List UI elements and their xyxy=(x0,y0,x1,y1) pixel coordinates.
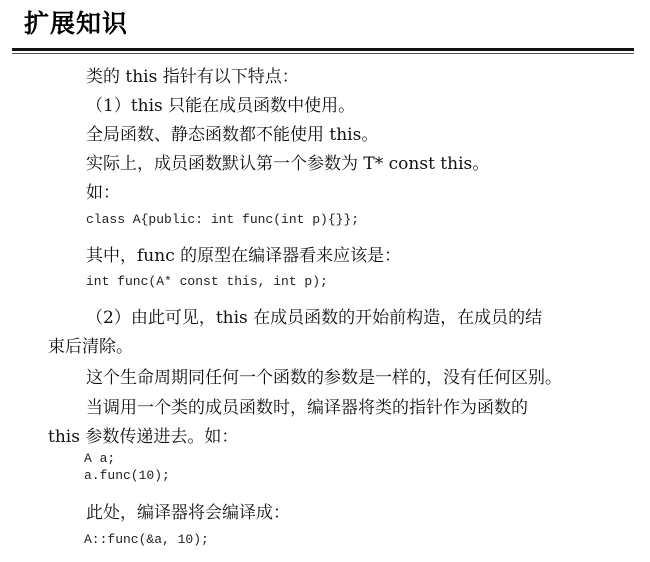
text-line: 此处，编译器将会编译成： xyxy=(86,503,290,523)
text-line: （2）由此可见，this 在成员函数的开始前构造，在成员的结 xyxy=(86,308,543,328)
code-line: int func(A* const this, int p); xyxy=(86,274,328,289)
code-line: class A{public: int func(int p){}}; xyxy=(86,212,360,227)
text-line: 如： xyxy=(86,183,120,203)
section-heading: 扩展知识 xyxy=(24,9,129,38)
text-line: 束后清除。 xyxy=(48,337,133,357)
code-line: a.func(10); xyxy=(84,468,170,483)
code-line: A a; xyxy=(84,451,116,466)
text-line: 其中，func 的原型在编译器看来应该是： xyxy=(86,246,402,266)
heading-rule-thin xyxy=(12,53,634,54)
code-line: A::func(&a, 10); xyxy=(84,532,209,547)
text-line: 全局函数、静态函数都不能使用 this。 xyxy=(86,125,379,145)
text-line: this 参数传递进去。如： xyxy=(48,427,239,447)
heading-rule-thick xyxy=(12,48,634,51)
text-line: 当调用一个类的成员函数时，编译器将类的指针作为函数的 xyxy=(86,398,528,418)
text-line: 实际上，成员函数默认第一个参数为 T* const this。 xyxy=(86,154,490,174)
text-line: 这个生命周期同任何一个函数的参数是一样的，没有任何区别。 xyxy=(86,368,562,388)
text-line: （1）this 只能在成员函数中使用。 xyxy=(86,96,356,116)
text-line: 类的 this 指针有以下特点： xyxy=(86,67,299,87)
